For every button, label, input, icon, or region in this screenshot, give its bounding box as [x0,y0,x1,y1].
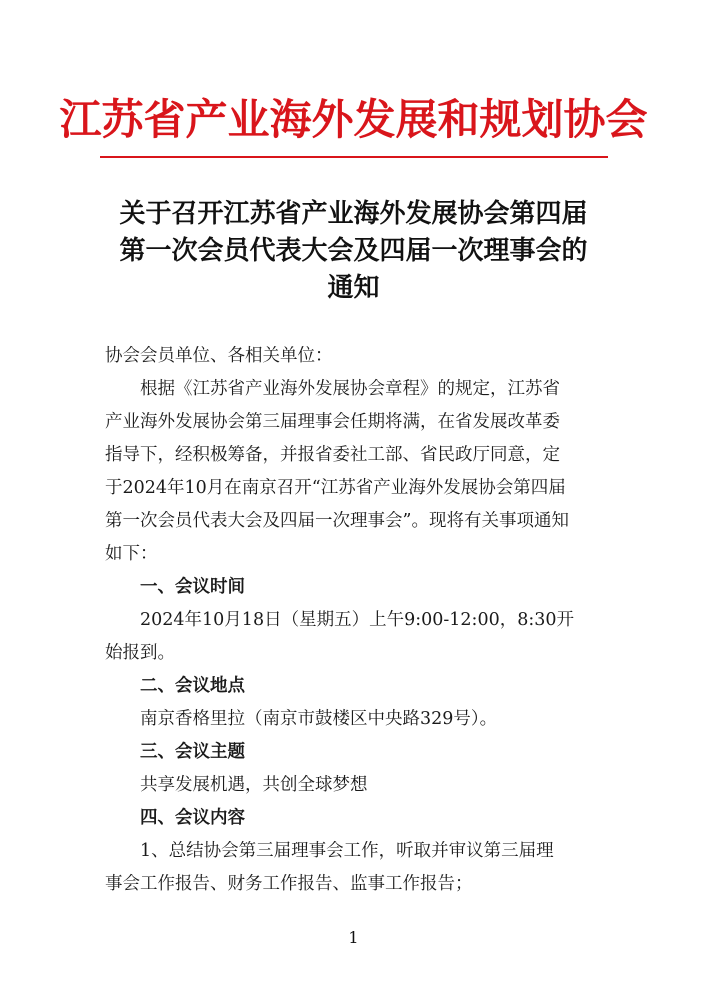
section-content-line-2: 事会工作报告、财务工作报告、监事工作报告； [105,874,473,894]
salutation: 协会会员单位、各相关单位： [105,346,333,366]
header-divider [100,156,608,158]
section-time-line-1: 2024年10月18日（星期五）上午9:00-12:00，8:30开 [140,610,575,630]
section-theme-line-1: 共享发展机遇，共创全球梦想 [140,775,368,795]
title-line-1: 关于召开江苏省产业海外发展协会第四届 [119,199,588,229]
intro-line-2: 产业海外发展协会第三届理事会任期将满，在省发展改革委 [105,412,560,432]
section-heading-time: 一、会议时间 [140,577,245,597]
document-title [80,196,627,307]
section-content-line-1: 1、总结协会第三届理事会工作，听取并审议第三届理 [140,841,554,861]
intro-line-3: 指导下，经积极筹备，并报省委社工部、省民政厅同意，定 [105,445,560,465]
intro-line-4: 于2024年10月在南京召开“江苏省产业海外发展协会第四届 [105,478,566,498]
title-line-2: 第一次会员代表大会及四届一次理事会的 [119,236,588,266]
section-location-line-1: 南京香格里拉（南京市鼓楼区中央路329号）。 [140,709,498,729]
section-heading-theme: 三、会议主题 [140,742,245,762]
page-number: 1 [348,928,359,947]
document-body [105,340,610,901]
section-time-line-2: 始报到。 [105,643,175,663]
section-heading-content: 四、会议内容 [140,808,245,828]
intro-line-1: 根据《江苏省产业海外发展协会章程》的规定，江苏省 [140,379,560,399]
intro-line-5: 第一次会员代表大会及四届一次理事会”。现将有关事项通知 [105,511,569,531]
title-line-3: 通知 [327,273,380,303]
intro-line-6: 如下： [105,544,158,564]
section-heading-location: 二、会议地点 [140,676,245,696]
organization-header: 江苏省产业海外发展和规划协会 [59,95,648,144]
